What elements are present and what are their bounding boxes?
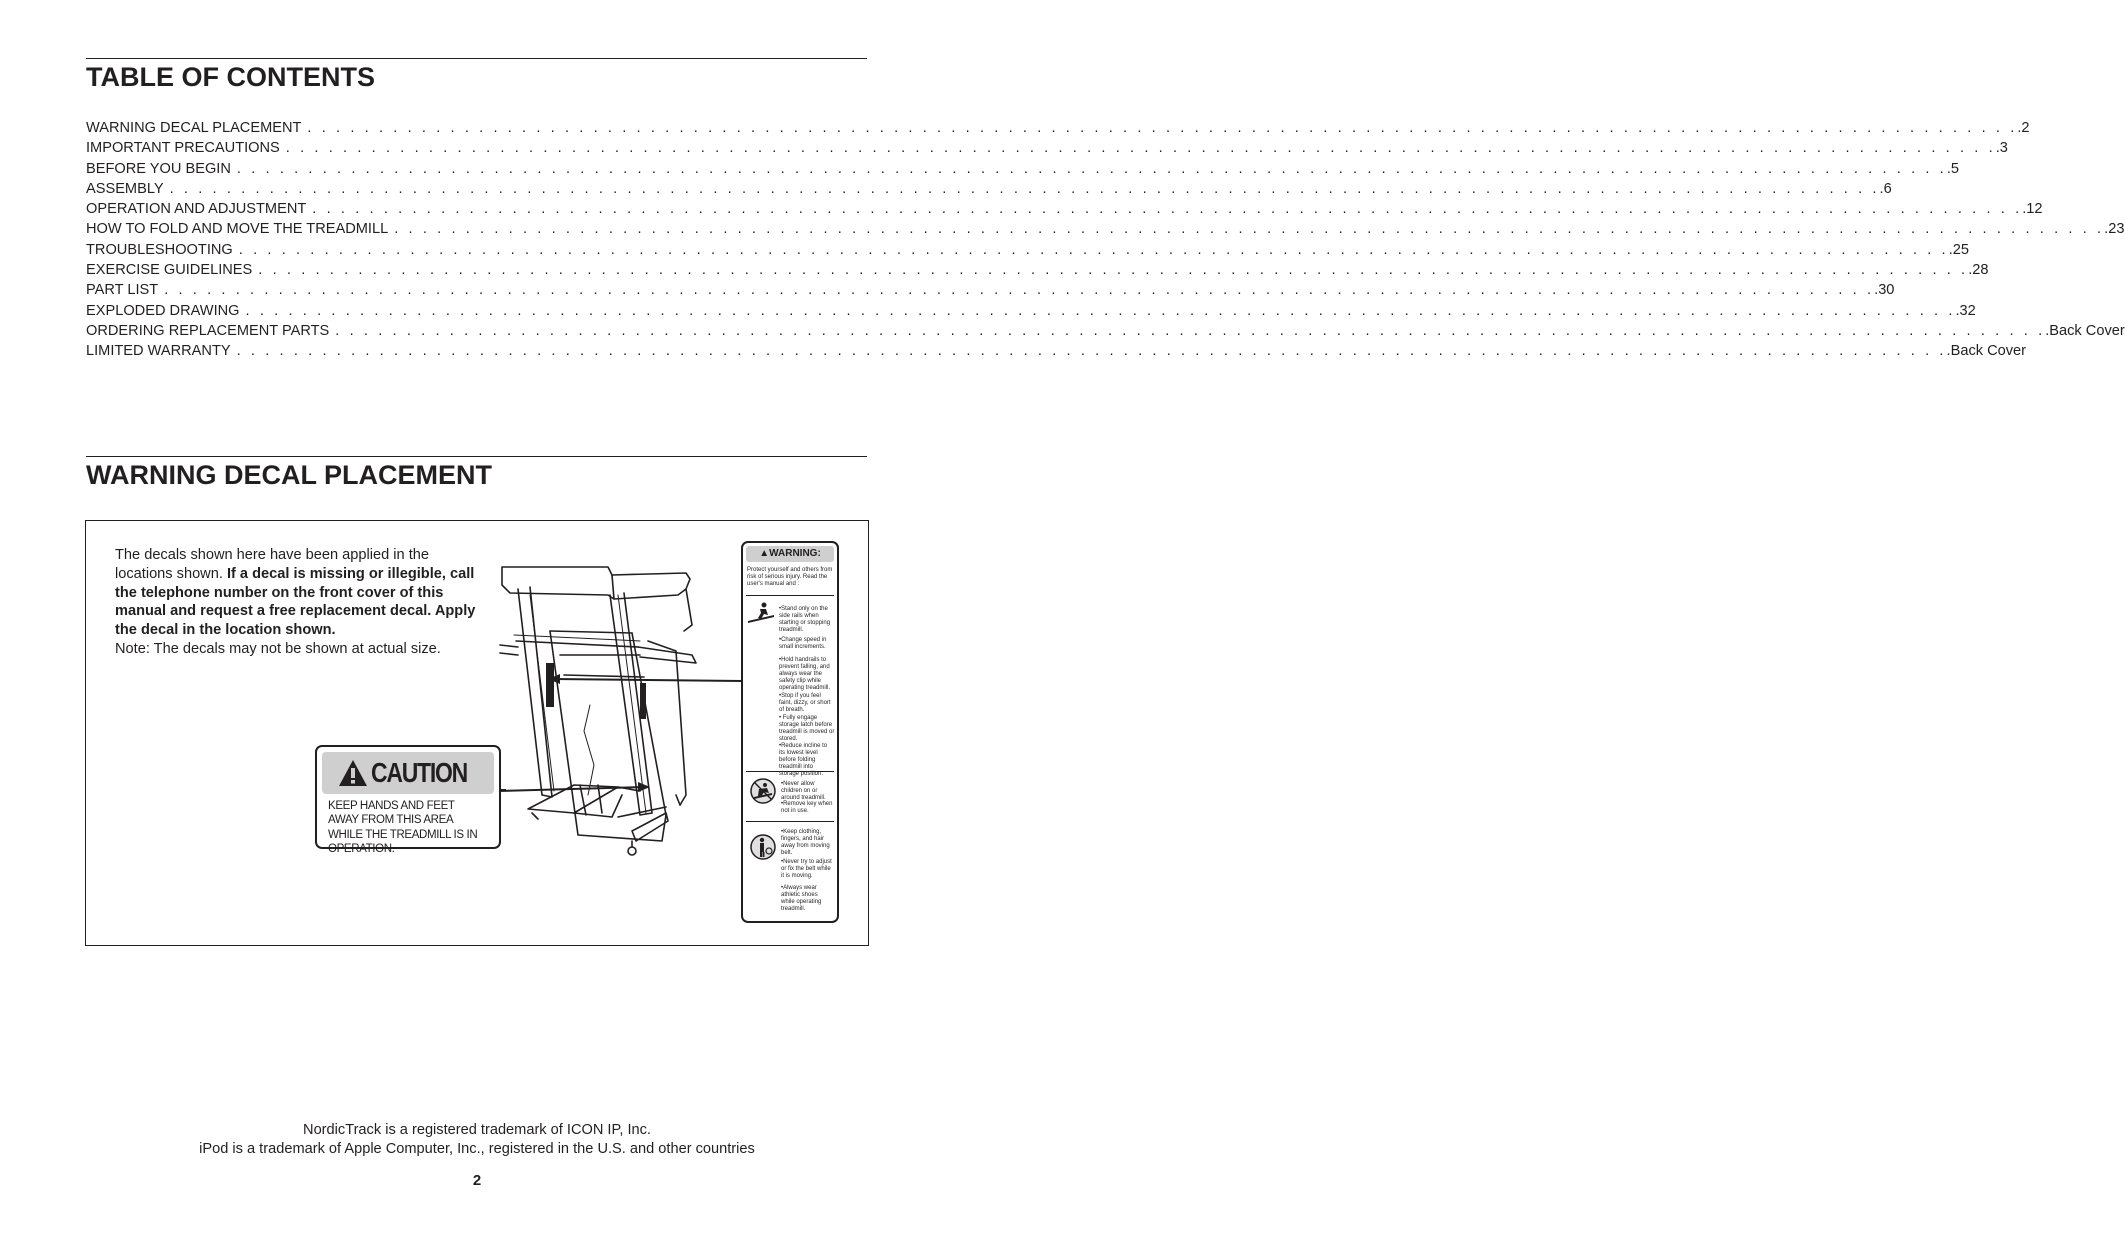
- warning-item-7: •Never allow children on or around treadmill.: [781, 781, 826, 801]
- warning-item-3: •Hold handrails to prevent falling, and always wear the safety clip while operating treadmill.: [779, 657, 831, 691]
- toc-dot-leader: . . . . . . . . . . . . . . . . . . . . . . . . . . . . . . . . . . . . . . . . . . . . . . . . . . . . . . . . . . . . . . . . . . . . . . . . . . . . . . . . . . . . . . . . . . . . . . . . . . . . . . . . . . . . . . . . . . . . . . . .: [394, 221, 2105, 238]
- warning-item-10: •Never try to adjust or fix the belt while it is moving.: [781, 859, 832, 879]
- section-rule: [86, 456, 867, 457]
- toc-entry-page: .Back Cover: [2045, 322, 2125, 339]
- treadmill-illustration: [490, 555, 750, 865]
- toc-entry-label: TROUBLESHOOTING: [86, 241, 233, 258]
- toc-title: TABLE OF CONTENTS: [86, 62, 375, 92]
- warning-item-1: •Stand only on the side rails when starting or stopping treadmill.: [779, 606, 831, 633]
- intro-note: Note: The decals may not be shown at actual size.: [115, 640, 441, 657]
- toc-entry: [86, 321, 2125, 341]
- table-of-contents: [86, 118, 2125, 362]
- warning-triangle-icon: ▲: [759, 548, 770, 559]
- warning-item-11: •Always wear athletic shoes while operating treadmill.: [781, 885, 822, 912]
- toc-dot-leader: . . . . . . . . . . . . . . . . . . . . . . . . . . . . . . . . . . . . . . . . . . . . . . . . . . . . . . . . . . . . . . . . . . . . . . . . . . . . . . . . . . . . . . . . . . . . . . . . . . . . . . . . . . . . . . . . . . . . . . . .: [285, 140, 1996, 157]
- toc-dot-leader: . . . . . . . . . . . . . . . . . . . . . . . . . . . . . . . . . . . . . . . . . . . . . . . . . . . . . . . . . . . . . . . . . . . . . . . . . . . . . . . . . . . . . . . . . . . . . . . . . . . . . . . . . . . . . . . . . . . . . . . .: [258, 262, 1969, 279]
- toc-entry: [86, 240, 1970, 260]
- toc-entry-page: .28: [1968, 262, 1989, 279]
- toc-entry-label: ORDERING REPLACEMENT PARTS: [86, 322, 330, 339]
- toc-entry: [86, 179, 1892, 199]
- toc-entry-page: .2: [2017, 120, 2030, 136]
- toc-entry-page: .6: [1879, 180, 1892, 197]
- toc-dot-leader: . . . . . . . . . . . . . . . . . . . . . . . . . . . . . . . . . . . . . . . . . . . . . . . . . . . . . . . . . . . . . . . . . . . . . . . . . . . . . . . . . . . . . . . . . . . . . . . . . . . . . . . . . . . . . . . . . . . . . . . .: [236, 160, 1947, 177]
- toc-entry: [86, 301, 1976, 321]
- caution-decal: [315, 745, 501, 856]
- decal-instructions: [115, 546, 480, 659]
- toc-entry-label: ASSEMBLY: [86, 180, 164, 197]
- warning-divider: [746, 595, 834, 596]
- warning-item-4: •Stop if you feel faint, dizzy, or short of breath.: [779, 693, 831, 713]
- toc-entry: [86, 159, 1960, 179]
- toc-dot-leader: . . . . . . . . . . . . . . . . . . . . . . . . . . . . . . . . . . . . . . . . . . . . . . . . . . . . . . . . . . . . . . . . . . . . . . . . . . . . . . . . . . . . . . . . . . . . . . . . . . . . . . . . . . . . . . . . . . . . . . . .: [245, 302, 1956, 319]
- toc-entry-label: EXPLODED DRAWING: [86, 302, 240, 319]
- trademark-line-2: iPod is a trademark of Apple Computer, Inc., registered in the U.S. and other countries: [199, 1141, 755, 1157]
- toc-dot-leader: . . . . . . . . . . . . . . . . . . . . . . . . . . . . . . . . . . . . . . . . . . . . . . . . . . . . . . . . . . . . . . . . . . . . . . . . . . . . . . . . . . . . . . . . . . . . . . . . . . . . . . . . . . . . . . . . . . . . . . . .: [312, 201, 2023, 218]
- toc-entry-label: PART LIST: [86, 282, 159, 299]
- warning-item-9: •Keep clothing, fingers, and hair away from moving belt.: [781, 829, 830, 856]
- intro-bold: If a decal is missing or illegible, call the telephone number on the front cover of this manual and request a free replacement decal. Apply the decal in the location shown.: [115, 565, 476, 639]
- toc-entry: [86, 199, 2043, 219]
- no-children-icon: [749, 777, 777, 805]
- toc-entry-label: EXERCISE GUIDELINES: [86, 262, 253, 279]
- trademark-line-1: NordicTrack is a registered trademark of ICON IP, Inc.: [303, 1122, 651, 1138]
- warning-divider: [746, 821, 834, 822]
- toc-dot-leader: . . . . . . . . . . . . . . . . . . . . . . . . . . . . . . . . . . . . . . . . . . . . . . . . . . . . . . . . . . . . . . . . . . . . . . . . . . . . . . . . . . . . . . . . . . . . . . . . . . . . . . . . . . . . . . . . . . . . . . . .: [238, 241, 1949, 258]
- toc-entry-label: LIMITED WARRANTY: [86, 343, 231, 360]
- warning-item-5: • Fully engage storage latch before treadmill is moved or stored.: [779, 715, 835, 742]
- toc-dot-leader: . . . . . . . . . . . . . . . . . . . . . . . . . . . . . . . . . . . . . . . . . . . . . . . . . . . . . . . . . . . . . . . . . . . . . . . . . . . . . . . . . . . . . . . . . . . . . . . . . . . . . . . . . . . . . . . . . . . . . . . .: [236, 343, 1947, 360]
- warning-item-6: •Reduce incline to its lowest level before folding treadmill into storage position.: [779, 743, 828, 777]
- toc-entry-page: .23: [2104, 221, 2125, 238]
- toc-dot-leader: . . . . . . . . . . . . . . . . . . . . . . . . . . . . . . . . . . . . . . . . . . . . . . . . . . . . . . . . . . . . . . . . . . . . . . . . . . . . . . . . . . . . . . . . . . . . . . . . . . . . . . . . . . . . . . . . . . . . . . . .: [335, 322, 2046, 339]
- toc-entry-label: BEFORE YOU BEGIN: [86, 160, 231, 177]
- toc-entry-page: .12: [2022, 201, 2043, 218]
- toc-entry-page: .32: [1955, 302, 1976, 319]
- intro-plain: The decals shown here have been applied in the locations shown.: [115, 547, 429, 582]
- treadmill-user-icon: [746, 601, 776, 625]
- warning-item-2: •Change speed in small increments.: [779, 637, 827, 650]
- toc-entry-page: .3: [1995, 140, 2008, 157]
- toc-entry-page: .25: [1948, 241, 1970, 258]
- warning-title: WARNING:: [769, 548, 821, 559]
- toc-entry-label: WARNING DECAL PLACEMENT: [86, 120, 302, 136]
- toc-dot-leader: . . . . . . . . . . . . . . . . . . . . . . . . . . . . . . . . . . . . . . . . . . . . . . . . . . . . . . . . . . . . . . . . . . . . . . . . . . . . . . . . . . . . . . . . . . . . . . . . . . . . . . . . . . . . . . . . . . . . . . . .: [307, 120, 2018, 136]
- toc-dot-leader: . . . . . . . . . . . . . . . . . . . . . . . . . . . . . . . . . . . . . . . . . . . . . . . . . . . . . . . . . . . . . . . . . . . . . . . . . . . . . . . . . . . . . . . . . . . . . . . . . . . . . . . . . . . . . . . . . . . . . . . .: [164, 282, 1875, 299]
- caution-triangle-icon: [338, 758, 368, 788]
- toc-dot-leader: . . . . . . . . . . . . . . . . . . . . . . . . . . . . . . . . . . . . . . . . . . . . . . . . . . . . . . . . . . . . . . . . . . . . . . . . . . . . . . . . . . . . . . . . . . . . . . . . . . . . . . . . . . . . . . . . . . . . . . . .: [169, 180, 1880, 197]
- toc-entry: [86, 138, 2008, 158]
- toc-entry: [86, 280, 1895, 300]
- toc-entry-label: IMPORTANT PRECAUTIONS: [86, 140, 280, 157]
- caution-header: [322, 752, 494, 794]
- toc-entry: [86, 219, 2125, 239]
- warning-decal: [741, 541, 839, 923]
- toc-entry: [86, 260, 1989, 280]
- caution-title: CAUTION: [371, 757, 467, 788]
- warning-intro: Protect yourself and others from risk of serious injury. Read the user's manual and :: [747, 567, 833, 587]
- section-title: WARNING DECAL PLACEMENT: [86, 460, 493, 490]
- top-rule: [86, 58, 867, 59]
- entanglement-icon: [749, 833, 777, 861]
- page-number: 2: [472, 1172, 482, 1189]
- warning-item-8: •Remove key when not in use.: [781, 801, 833, 814]
- toc-entry-page: .Back Cover: [1946, 343, 2027, 360]
- caution-text: KEEP HANDS AND FEET AWAY FROM THIS AREA WHILE THE TREADMILL IS IN OPERATION.: [328, 798, 478, 856]
- toc-entry: [86, 341, 2027, 361]
- toc-entry-page: .5: [1946, 160, 1960, 177]
- warning-divider: [746, 771, 834, 772]
- toc-entry-label: HOW TO FOLD AND MOVE THE TREADMILL: [86, 221, 389, 238]
- warning-header: [746, 546, 834, 562]
- toc-entry-label: OPERATION AND ADJUSTMENT: [86, 201, 307, 218]
- toc-entry-page: .30: [1874, 282, 1895, 299]
- toc-entry: [86, 118, 2030, 138]
